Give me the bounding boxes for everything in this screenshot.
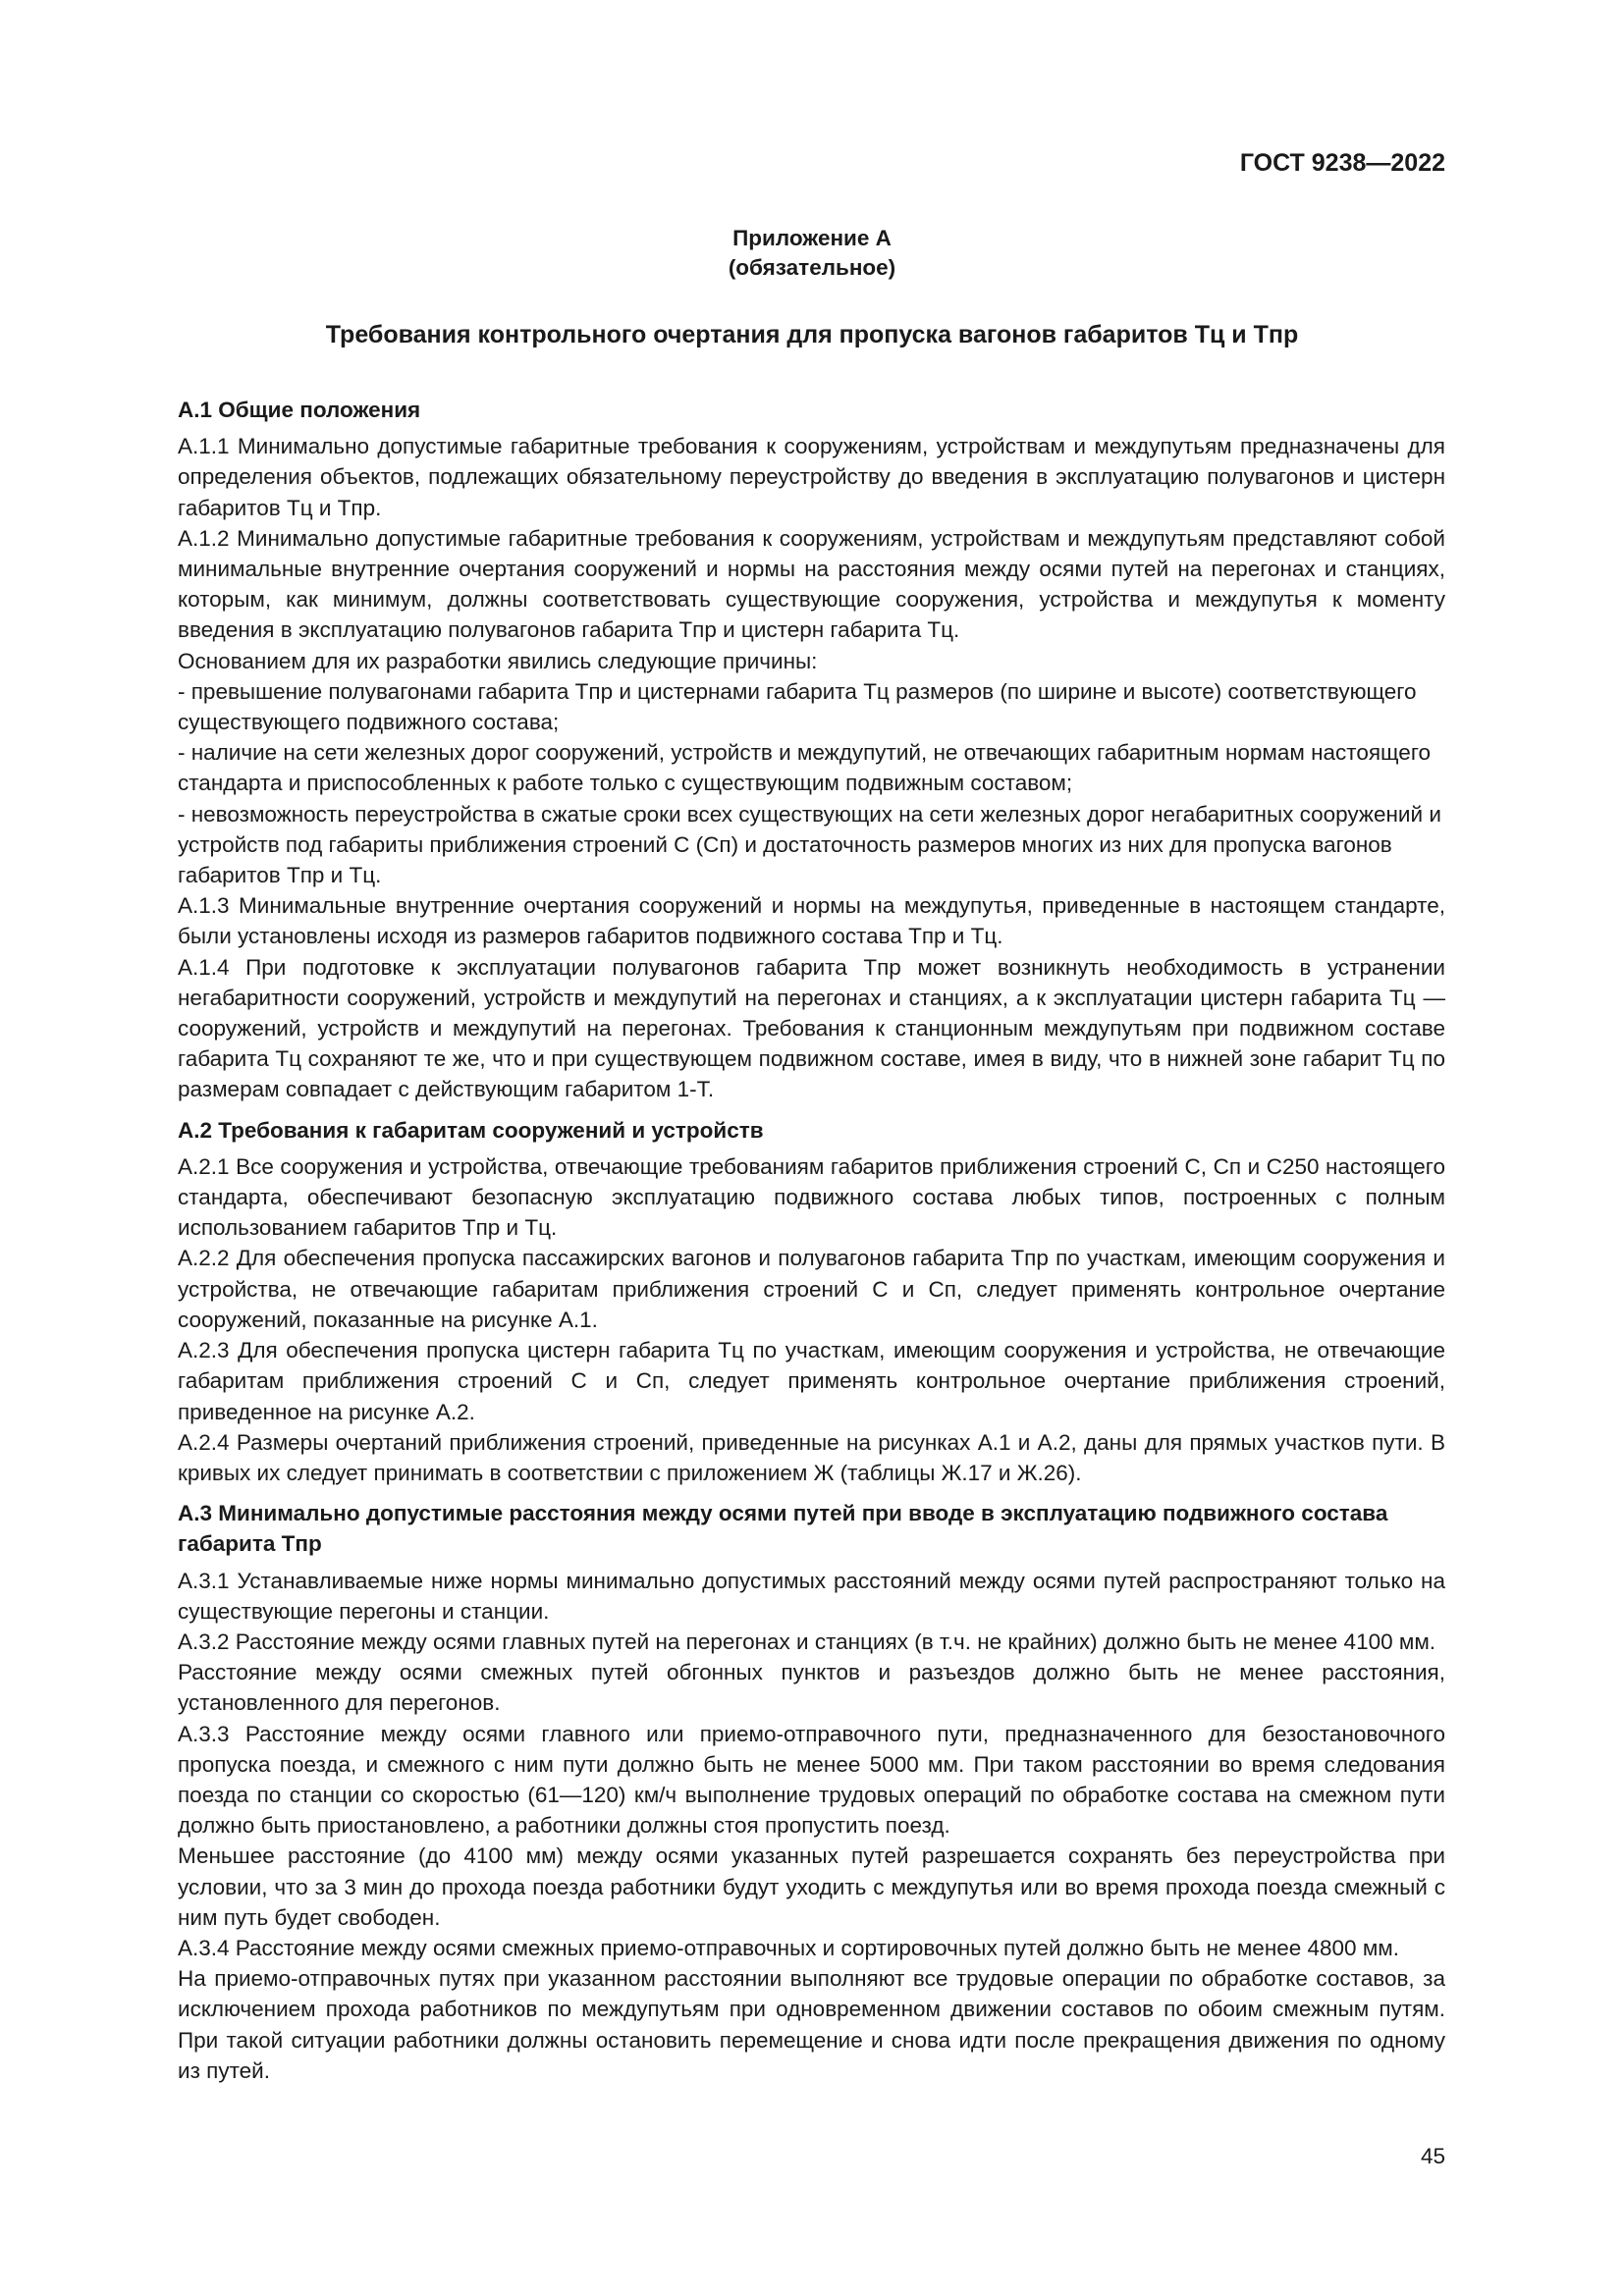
list-item: - наличие на сети железных дорог сооружений, устройств и междупутий, не отвечающих габаритным нормам настоящего стандарта и приспособленных к работе только с существующим подвижным составом; [178, 740, 1432, 796]
paragraph-a1-reasons-intro: Основанием для их разработки явились следующие причины: [178, 648, 818, 673]
paragraph-a1-2: А.1.2 Минимально допустимые габаритные требования к сооружениям, устройствам и междупутьям представляют собой минимальные внутренние очертания сооружений и нормы на расстояния между осями путей на перегонах и станциях, которым, как минимум, должны соответствовать существующие сооружения, устройства и междупутья к моменту введения в эксплуатацию полувагонов габарита Tпр и цистерн габарита Tц. [178, 525, 1445, 643]
section-heading-a1: А.1 Общие положения [178, 398, 421, 422]
section-heading-a2: А.2 Требования к габаритам сооружений и устройств [178, 1117, 764, 1143]
annex-title: Требования контрольного очертания для пропуска вагонов габаритов Tц и Tпр [325, 321, 1299, 348]
paragraph-a2-1: А.2.1 Все сооружения и устройства, отвечающие требованиям габаритов приближения строений С, Сп и С250 настоящего стандарта, обеспечивают безопасную эксплуатацию подвижного состава любых типов, построенных с полным использованием габаритов Tпр и Tц. [178, 1153, 1445, 1241]
paragraph-a1-4: А.1.4 При подготовке к эксплуатации полувагонов габарита Tпр может возникнуть необходимость в устранении негабаритности сооружений, устройств и междупутий на перегонах и станциях, а к эксплуатации цистерн габарита Tц — сооружений, устройств и междупутий на перегонах. Требования к станционным междупутьям при подвижном составе габарита Tц сохраняют те же, что и при существующем подвижном составе, имея в виду, что в нижней зоне габарит Tц по размерам совпадает с действующим габаритом 1-T. [178, 954, 1445, 1102]
annex-name: Приложение А [732, 226, 892, 250]
paragraph-a3-2: А.3.2 Расстояние между осями главных путей на перегонах и станциях (в т.ч. не крайних) должно быть не менее 4100 мм. [178, 1629, 1436, 1654]
paragraph-a2-3: А.2.3 Для обеспечения пропуска цистерн габарита Tц по участкам, имеющим сооружения и устройства, не отвечающие габаритам приближения строений С и Сп, следует применять контрольное очертание приближения строений, приведенное на рисунке А.2. [178, 1338, 1445, 1424]
document-body [178, 395, 1445, 2086]
paragraph-a1-1: А.1.1 Минимально допустимые габаритные требования к сооружениям, устройствам и междупутьям предназначены для определения объектов, подлежащих обязательному переустройству до введения в эксплуатацию полувагонов и цистерн габаритов Tц и Tпр. [178, 434, 1445, 520]
document-code: ГОСТ 9238—2022 [1239, 149, 1445, 177]
paragraph-a3-4: А.3.4 Расстояние между осями смежных приемо-отправочных и сортировочных путей должно быть не менее 4800 мм. [178, 1935, 1400, 1960]
section-heading-a3: А.3 Минимально допустимые расстояния между осями путей при вводе в эксплуатацию подвижного состава габарита Tпр [178, 1501, 1388, 1557]
paragraph-a3-3b: Меньшее расстояние (до 4100 мм) между осями указанных путей разрешается сохранять без переустройства при условии, что за 3 мин до прохода поезда работники будут уходить с междупутья или во время прохода поезда смежный с ним путь будет свободен. [178, 1843, 1445, 1930]
paragraph-a2-4: А.2.4 Размеры очертаний приближения строений, приведенные на рисунках А.1 и А.2, даны для прямых участков пути. В кривых их следует принимать в соответствии с приложением Ж (таблицы Ж.17 и Ж.26). [178, 1429, 1445, 1485]
reasons-list [178, 676, 1445, 890]
paragraph-a1-3: А.1.3 Минимальные внутренние очертания сооружений и нормы на междупутья, приведенные в настоящем стандарте, были установлены исходя из размеров габаритов подвижного состава Tпр и Tц. [178, 893, 1445, 949]
paragraph-a3-2b: Расстояние между осями смежных путей обгонных пунктов и разъездов должно быть не менее расстояния, установленного для перегонов. [178, 1660, 1445, 1716]
paragraph-a3-3: А.3.3 Расстояние между осями главного или приемо-отправочного пути, предназначенного для безостановочного пропуска поезда, и смежного с ним пути должно быть не менее 5000 мм. При таком расстоянии во время следования поезда по станции со скоростью (61—120) км/ч выполнение трудовых операций по обработке состава на смежном пути должно быть приостановлено, а работники должны стоя пропустить поезд. [178, 1721, 1445, 1839]
page-number: 45 [1420, 2144, 1445, 2168]
paragraph-a3-4b: На приемо-отправочных путях при указанном расстоянии выполняют все трудовые операции по обработке составов, за исключением прохода работников по междупутьям при одновременном движении составов по обоим смежным путям. При такой ситуации работники должны остановить перемещение и снова идти после прекращения движения по одному из путей. [178, 1966, 1445, 2083]
list-item: - превышение полувагонами габарита Tпр и цистернами габарита Tц размеров (по ширине и высоте) соответствующего существующего подвижного состава; [178, 678, 1417, 735]
annex-status: (обязательное) [728, 255, 896, 280]
annex-heading [0, 224, 1624, 283]
paragraph-a2-2: А.2.2 Для обеспечения пропуска пассажирских вагонов и полувагонов габарита Tпр по участкам, имеющим сооружения и устройства, не отвечающие габаритам приближения строений С и Сп, следует применять контрольное очертание сооружений, показанные на рисунке А.1. [178, 1246, 1445, 1332]
list-item: - невозможность переустройства в сжатые сроки всех существующих на сети железных дорог негабаритных сооружений и устройств под габариты приближения строений С (Сп) и достаточность размеров многих из них для пропуска вагонов габаритов Tпр и Tц. [178, 801, 1441, 888]
paragraph-a3-1: А.3.1 Устанавливаемые ниже нормы минимально допустимых расстояний между осями путей распространяют только на существующие перегоны и станции. [178, 1568, 1445, 1624]
